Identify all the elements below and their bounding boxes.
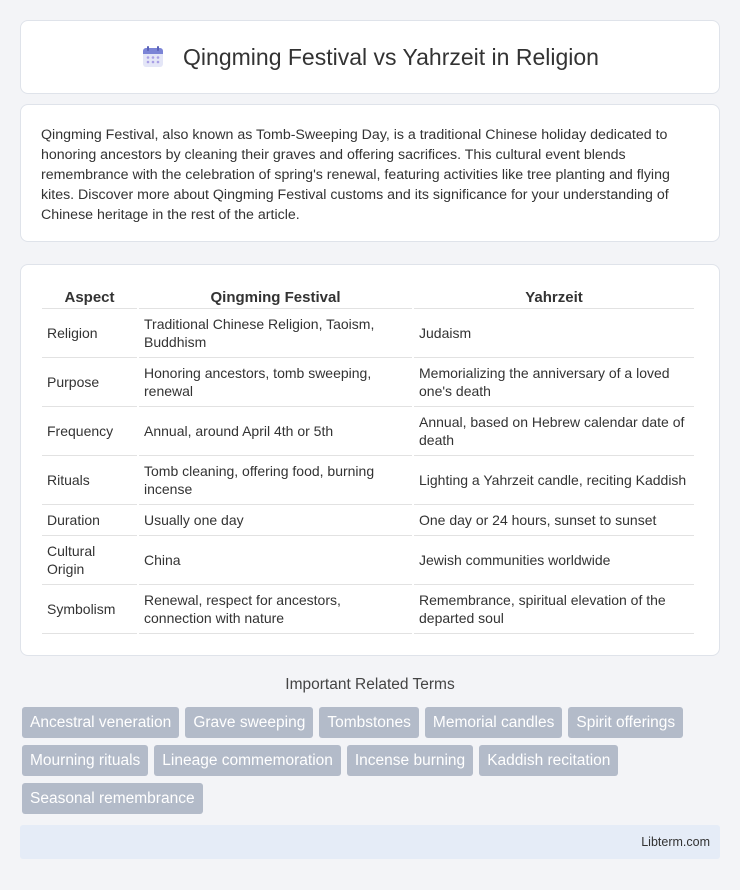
related-term-tag[interactable]: Kaddish recitation: [479, 745, 618, 776]
intro-text: Qingming Festival, also known as Tomb-Sweeping Day, is a traditional Chinese holiday dedicated to honoring ancestors by cleaning their graves and offering sacrifices. This cultural event blends remembrance with the celebration of spring's renewal, featuring activities like tree planting and flying kites. Discover more about Qingming Festival customs and its significance for your understanding of Chinese heritage in the rest of the article.: [41, 127, 670, 223]
intro-card: [20, 104, 720, 242]
row-yahrzeit: Memorializing the anniversary of a loved one's death: [414, 358, 694, 407]
related-term-tag[interactable]: Tombstones: [319, 707, 419, 738]
table-row: [42, 585, 694, 634]
header-card: [20, 20, 720, 94]
related-term-tag[interactable]: Incense burning: [347, 745, 473, 776]
row-qingming: Honoring ancestors, tomb sweeping, renewal: [139, 358, 412, 407]
row-aspect: Rituals: [42, 456, 137, 505]
related-term-tag[interactable]: Spirit offerings: [568, 707, 683, 738]
related-terms-title: Important Related Terms: [285, 676, 455, 693]
related-term-tag[interactable]: Lineage commemoration: [154, 745, 341, 776]
row-qingming: Annual, around April 4th or 5th: [139, 407, 412, 456]
table-row: [42, 536, 694, 585]
header-yahrzeit: Yahrzeit: [414, 285, 694, 309]
page-title: Qingming Festival vs Yahrzeit in Religion: [183, 43, 599, 70]
related-term-tag[interactable]: Grave sweeping: [185, 707, 313, 738]
related-term-tag[interactable]: Seasonal remembrance: [22, 783, 203, 814]
footer-bar: [20, 825, 720, 859]
comparison-table-card: [20, 264, 720, 656]
row-aspect: Symbolism: [42, 585, 137, 634]
row-aspect: Religion: [42, 309, 137, 358]
related-term-tag[interactable]: Mourning rituals: [22, 745, 148, 776]
row-qingming: Renewal, respect for ancestors, connection with nature: [139, 585, 412, 634]
row-yahrzeit: Remembrance, spiritual elevation of the departed soul: [414, 585, 694, 634]
row-aspect: Frequency: [42, 407, 137, 456]
table-row: [42, 407, 694, 456]
table-row: [42, 309, 694, 358]
header-aspect: Aspect: [42, 285, 137, 309]
row-yahrzeit: One day or 24 hours, sunset to sunset: [414, 505, 694, 536]
header-qingming: Qingming Festival: [139, 285, 412, 309]
row-yahrzeit: Annual, based on Hebrew calendar date of death: [414, 407, 694, 456]
row-qingming: Traditional Chinese Religion, Taoism, Buddhism: [139, 309, 412, 358]
row-aspect: Purpose: [42, 358, 137, 407]
table-header-row: [42, 285, 694, 309]
row-yahrzeit: Jewish communities worldwide: [414, 536, 694, 585]
calendar-icon: [141, 45, 165, 69]
footer-site-link[interactable]: Libterm.com: [641, 835, 710, 849]
row-aspect: Cultural Origin: [42, 536, 137, 585]
row-qingming: Usually one day: [139, 505, 412, 536]
row-qingming: China: [139, 536, 412, 585]
table-row: [42, 505, 694, 536]
row-qingming: Tomb cleaning, offering food, burning incense: [139, 456, 412, 505]
row-yahrzeit: Judaism: [414, 309, 694, 358]
table-row: [42, 358, 694, 407]
row-aspect: Duration: [42, 505, 137, 536]
row-yahrzeit: Lighting a Yahrzeit candle, reciting Kaddish: [414, 456, 694, 505]
related-terms-list: [22, 707, 722, 814]
related-term-tag[interactable]: Ancestral veneration: [22, 707, 179, 738]
title-wrap: [141, 44, 599, 71]
table-row: [42, 456, 694, 505]
comparison-table: [40, 285, 696, 634]
related-term-tag[interactable]: Memorial candles: [425, 707, 562, 738]
